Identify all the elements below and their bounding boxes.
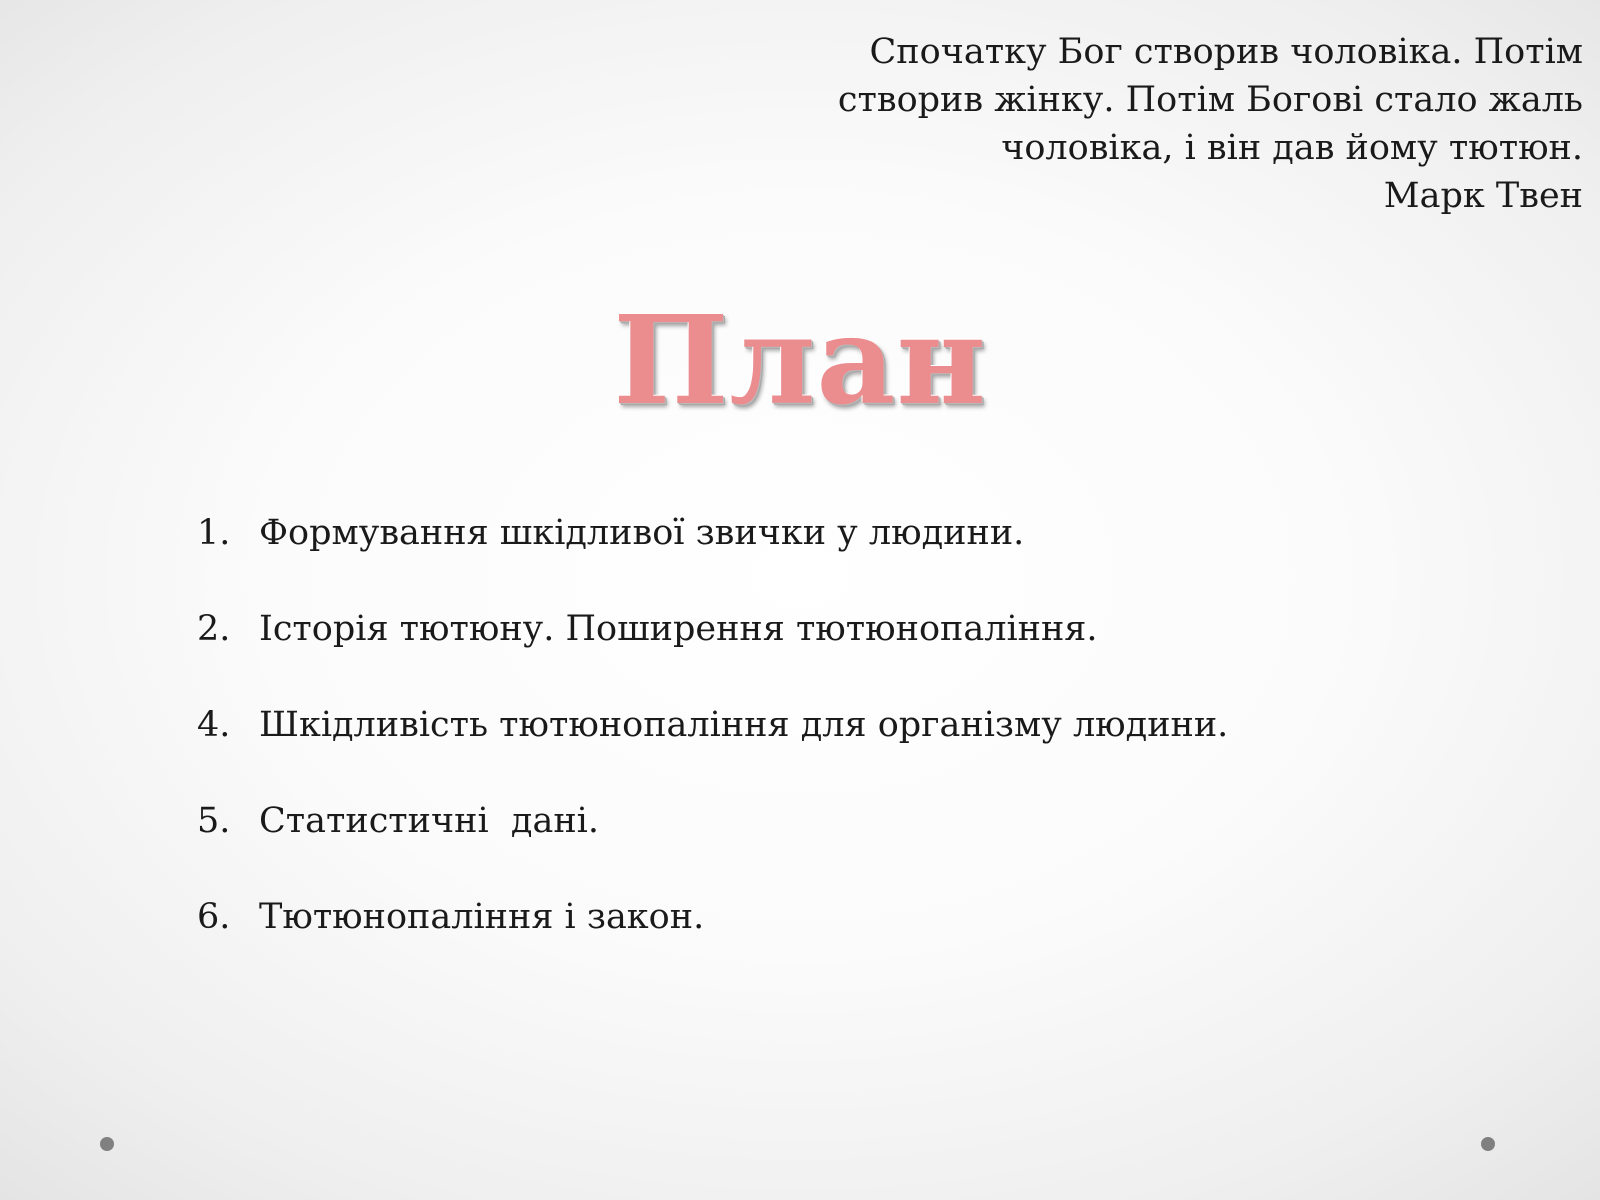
list-item-number: 1.	[197, 513, 231, 553]
list-item	[197, 601, 1228, 697]
list-item-text: Тютюнопаління і закон.	[259, 897, 705, 937]
list-item-text: Формування шкідливої звички у людини.	[259, 513, 1025, 553]
epigraph-quote	[783, 28, 1583, 220]
epigraph-line: створив жінку. Потім Богові стало жаль	[837, 80, 1583, 120]
plan-list	[197, 505, 1228, 985]
epigraph-line: Спочатку Бог створив чоловіка. Потім	[869, 32, 1583, 72]
list-item-number: 4.	[197, 705, 231, 745]
list-item-number: 5.	[197, 801, 231, 841]
list-item-text: Статистичні дані.	[259, 801, 599, 841]
list-item	[197, 793, 1228, 889]
decorative-dot-left	[100, 1137, 114, 1151]
list-item	[197, 697, 1228, 793]
list-item-text: Історія тютюну. Поширення тютюнопаління.	[259, 609, 1098, 649]
list-item-number: 6.	[197, 897, 231, 937]
decorative-dot-right	[1481, 1137, 1495, 1151]
epigraph-line: чоловіка, і він дав йому тютюн.	[1001, 128, 1583, 168]
slide-title: План	[613, 288, 987, 432]
epigraph-author: Марк Твен	[1383, 176, 1583, 216]
list-item	[197, 889, 1228, 985]
list-item-number: 2.	[197, 609, 231, 649]
list-item-text: Шкідливість тютюнопаління для організму людини.	[259, 705, 1229, 745]
list-item	[197, 505, 1228, 601]
